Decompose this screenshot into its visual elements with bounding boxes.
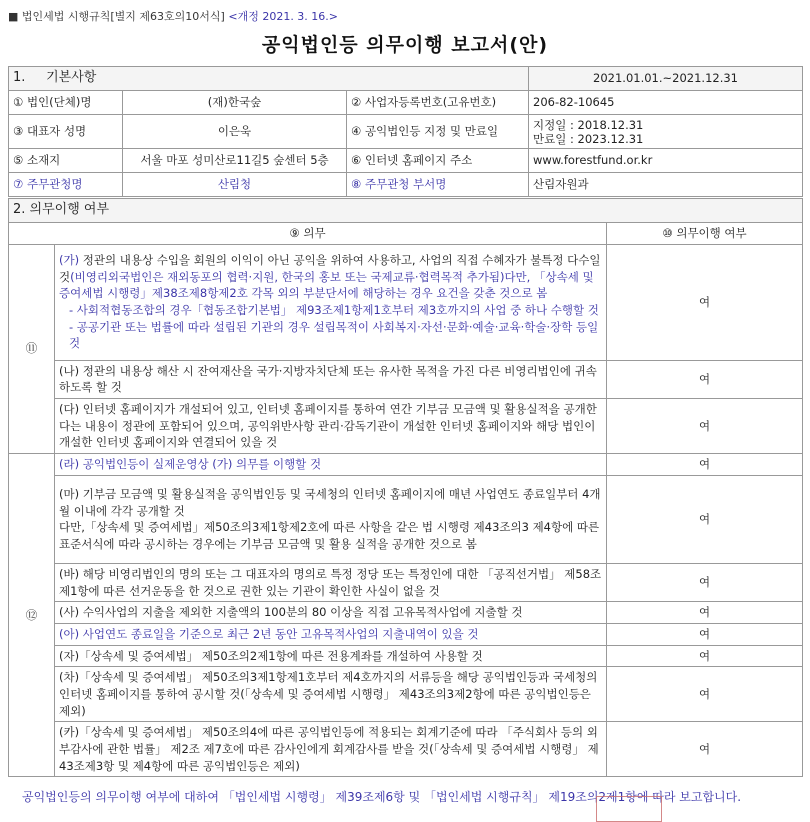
address-label: ⑤ 소재지	[9, 149, 123, 173]
section-number: 1.	[13, 70, 26, 86]
org-name-label: ① 법인(단체)명	[9, 91, 123, 115]
period: 2021.01.01.~2021.12.31	[529, 67, 803, 91]
status-ra: 여	[607, 453, 803, 475]
duty-item-ga	[55, 244, 607, 360]
status-column-header: ⑩ 의무이행 여부	[607, 222, 803, 244]
designation-date: 지정일 : 2018.12.31	[533, 117, 644, 132]
status-ma: 여	[607, 475, 803, 563]
status-ja: 여	[607, 645, 803, 667]
duty-item-ja: (자)「상속세 및 증여세법」 제50조의2제1항에 따른 전용계좌를 개설하여 사용할 것	[55, 645, 607, 667]
status-ka: 여	[607, 722, 803, 777]
status-na: 여	[607, 360, 803, 398]
authority-value: 산림청	[123, 173, 347, 197]
duty-item-cha: (차)「상속세 및 증여세법」 제50조의3제1항제1호부터 제4호까지의 서류등을 해당 공익법인등과 국세청의 인터넷 홈페이지를 통하여 공시할 것(「상속세 및 증여세법 시행령」 제43조의3제2항에 따른 공익법인등은 제외)	[55, 667, 607, 722]
authority-dept-value: 산림자원과	[529, 173, 803, 197]
duty-item-ma	[55, 475, 607, 563]
item-ma-text2: 다만,「상속세 및 증여세법」제50조의3제1항제2호에 따른 사항을 같은 법 시행령 제43조의3 제4항에 따른 표준서식에 따라 공시하는 경우에는 기부금 모금액 및 활용 실적을 공개한 것으로 봄	[59, 520, 600, 552]
form-ref-text: ■ 법인세법 시행규칙[별지 제63호의10서식]	[8, 10, 225, 23]
item-ga-prefix: (가)	[59, 253, 80, 267]
designation-label: ④ 공익법인등 지정 및 만료일	[347, 115, 529, 149]
duty-item-na: (나) 정관의 내용상 해산 시 잔여재산을 국가·지방자치단체 또는 유사한 목적을 가진 다른 비영리법인에 귀속하도록 할 것	[55, 360, 607, 398]
group-11-label: ⑪	[9, 244, 55, 453]
group-12-label: ⑫	[9, 453, 55, 776]
basic-info-table	[8, 66, 803, 197]
revision-date: <개정 2021. 3. 16.>	[228, 10, 339, 23]
item-ma-text1: (마) 기부금 모금액 및 활용실적을 공익법인등 및 국세청의 인터넷 홈페이지에 매년 사업연도 종료일부터 4개월 이내에 각각 공개할 것	[59, 487, 601, 518]
duty-item-sa: (사) 수익사업의 지출을 제외한 지출액의 100분의 80 이상을 직접 고유목적사업에 지출할 것	[55, 602, 607, 624]
duty-table	[8, 198, 803, 777]
status-ga: 여	[607, 244, 803, 360]
expiry-date: 만료일 : 2023.12.31	[533, 131, 644, 146]
homepage-value: www.forestfund.or.kr	[529, 149, 803, 173]
duty-section-header: 2. 의무이행 여부	[9, 199, 803, 223]
duty-column-header: ⑨ 의무	[9, 222, 607, 244]
duty-item-ka: (카)「상속세 및 증여세법」 제50조의4에 따른 공익법인등에 적용되는 회계기준에 따라 「주식회사 등의 외부감사에 관한 법률」 제2조 제7호에 따른 감사인에게 회계감사를 받을 것(「상속세 및 증여세법 시행령」 제43조제3항 및 제4항에 따른 공익법인등은 제외)	[55, 722, 607, 777]
item-ga-text1: 정관의 내용상 수입을 회원의 이익이 아닌 공익을 위하여 사용하고, 사업의 직접 수혜자가 불특정 다수일 것	[59, 253, 601, 284]
authority-dept-label: ⑧ 주무관청 부서명	[347, 173, 529, 197]
status-sa: 여	[607, 602, 803, 624]
seal-stamp	[596, 796, 662, 822]
status-ba: 여	[607, 563, 803, 601]
item-ga-sub2: - 공공기관 또는 법률에 따라 설립된 기관의 경우 설립목적이 사회복지·자선·문화·예술·교육·학술·장학 등일 것	[69, 319, 599, 351]
status-cha: 여	[607, 667, 803, 722]
duty-item-ba: (바) 해당 비영리법인의 명의 또는 그 대표자의 명의로 특정 정당 또는 특정인에 대한 「공직선거법」 제58조제1항에 따른 선거운동을 한 것으로 권한 있는 기관이 확인한 사실이 없을 것	[55, 563, 607, 601]
status-a: 여	[607, 623, 803, 645]
form-reference	[8, 8, 338, 24]
org-name-value: (재)한국숲	[123, 91, 347, 115]
biz-no-value: 206-82-10645	[529, 91, 803, 115]
section-title: 기본사항	[46, 70, 97, 86]
authority-label: ⑦ 주무관청명	[9, 173, 123, 197]
page-title: 공익법인등 의무이행 보고서(안)	[261, 34, 549, 56]
rep-name-value: 이은욱	[123, 115, 347, 149]
duty-item-ra: (라) 공익법인등이 실제운영상 (가) 의무를 이행할 것	[55, 453, 607, 475]
status-da: 여	[607, 398, 803, 453]
footer-statement: 공익법인등의 의무이행 여부에 대하여 「법인세법 시행령」 제39조제6항 및 「법인세법 시행규칙」 제19조의2제1항에 따라 보고합니다.	[22, 790, 742, 804]
homepage-label: ⑥ 인터넷 홈페이지 주소	[347, 149, 529, 173]
basic-section-header	[9, 67, 529, 91]
biz-no-label: ② 사업자등록번호(고유번호)	[347, 91, 529, 115]
address-value: 서울 마포 성미산로11길5 숲센터 5층	[123, 149, 347, 173]
item-ga-sub1: - 사회적협동조합의 경우「협동조합기본법」 제93조제1항제1호부터 제3호까지의 사업 중 하나 수행할 것	[69, 303, 599, 318]
rep-name-label: ③ 대표자 성명	[9, 115, 123, 149]
designation-value	[529, 115, 803, 149]
duty-item-a: (아) 사업연도 종료일을 기준으로 최근 2년 동안 고유목적사업의 지출내역이 있을 것	[55, 623, 607, 645]
item-ga-text2: (비영리외국법인은 재외동포의 협력·지원, 한국의 홍보 또는 국제교류·협력목적 추가됨)다만, 「상속세 및 증여세법 시행령」제38조제8항제2호 각목 외의 부분단서에 해당하는 경우 요건을 갖춘 것으로 봄	[59, 269, 594, 301]
duty-item-da: (다) 인터넷 홈페이지가 개설되어 있고, 인터넷 홈페이지를 통하여 연간 기부금 모금액 및 활용실적을 공개한다는 내용이 정관에 포함되어 있으며, 공익위반사항 관리·감독기관이 개설한 인터넷 홈페이지와 해당 법인이 개설한 인터넷 홈페이지와 연결되어 있을 것	[55, 398, 607, 453]
